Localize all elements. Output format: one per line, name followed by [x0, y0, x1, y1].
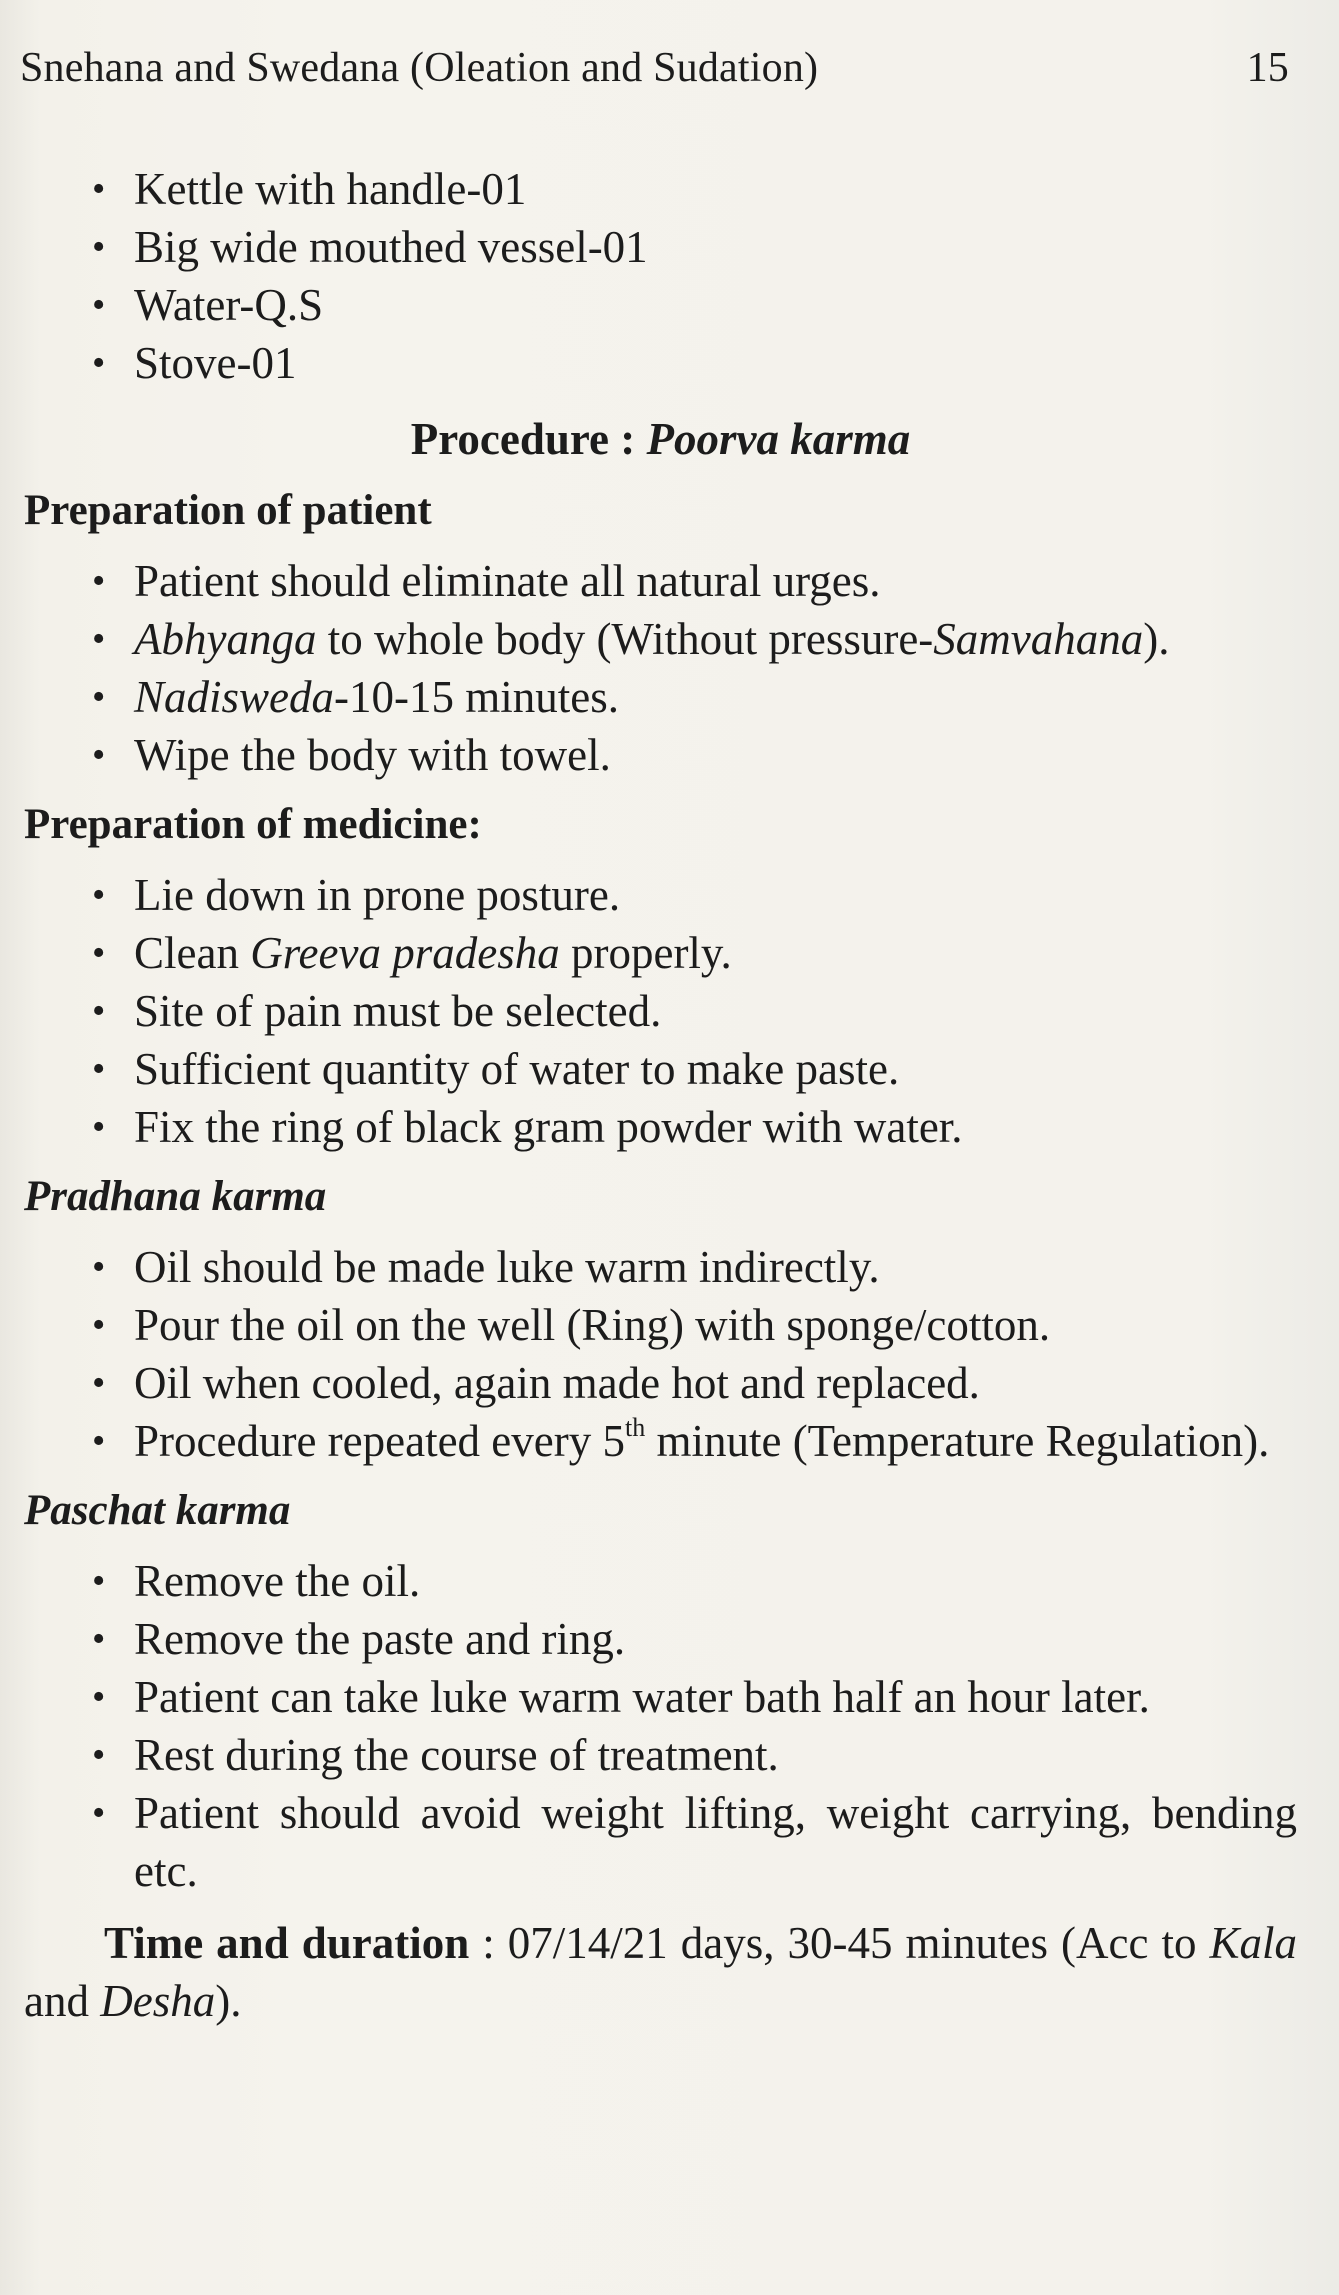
preparation-medicine-heading: Preparation of medicine: [24, 801, 482, 848]
item-text: -10-15 minutes. [334, 672, 619, 722]
list-item [24, 610, 1297, 668]
list-item [24, 1412, 1297, 1470]
list-item: • Water-Q.S [24, 276, 1297, 334]
list-item: • Sufficient quantity of water to make paste. [24, 1040, 1297, 1098]
nadisweda-term: Nadisweda [134, 672, 335, 722]
page-content [24, 160, 1297, 2030]
list-item: • Wipe the body with towel. [24, 726, 1297, 784]
time-text: ). [215, 1976, 242, 2026]
kala-term: Kala [1209, 1918, 1298, 1968]
list-item: • Patient should eliminate all natural urges. [24, 552, 1297, 610]
list-item: • Oil should be made luke warm indirectly. [24, 1238, 1297, 1296]
list-item: • Pour the oil on the well (Ring) with sponge/cotton. [24, 1296, 1297, 1354]
paschat-karma-heading: Paschat karma [24, 1487, 291, 1534]
pradhana-karma-heading: Pradhana karma [24, 1173, 327, 1220]
paschat-karma-list [24, 1552, 1297, 1900]
preparation-patient-heading: Preparation of patient [24, 487, 432, 534]
time-and-duration [24, 1914, 1297, 2030]
chapter-title: Snehana and Swedana (Oleation and Sudation) [20, 45, 819, 91]
item-text: to whole body (Without pressure- [316, 614, 934, 664]
list-item [24, 924, 1297, 982]
list-item: • Fix the ring of black gram powder with water. [24, 1098, 1297, 1156]
item-text: Clean [134, 928, 251, 978]
list-item: • Site of pain must be selected. [24, 982, 1297, 1040]
item-text: minute (Temperature Regulation). [645, 1416, 1270, 1466]
time-text: and [24, 1976, 101, 2026]
ordinal-suffix: th [624, 1413, 646, 1442]
procedure-label: Procedure : [410, 414, 647, 464]
procedure-heading [24, 410, 1297, 468]
page-number: 15 [1246, 45, 1289, 91]
poorva-karma-label: Poorva karma [646, 414, 911, 464]
list-item: • Big wide mouthed vessel-01 [24, 218, 1297, 276]
list-item: • Remove the oil. [24, 1552, 1297, 1610]
greeva-pradesha-term: Greeva pradesha [250, 928, 560, 978]
time-label: Time and duration [104, 1918, 470, 1968]
list-item: • Stove-01 [24, 334, 1297, 392]
preparation-medicine-list [24, 866, 1297, 1156]
list-item: • Patient can take luke warm water bath half an hour later. [24, 1668, 1297, 1726]
time-text: : 07/14/21 days, 30-45 minutes (Acc to [469, 1918, 1210, 1968]
list-item: • Patient should avoid weight lifting, weight carrying, bending etc. [24, 1784, 1297, 1900]
list-item: • Lie down in prone posture. [24, 866, 1297, 924]
list-item: • Remove the paste and ring. [24, 1610, 1297, 1668]
samvahana-term: Samvahana [933, 614, 1144, 664]
item-text: properly. [559, 928, 732, 978]
list-item: • Kettle with handle-01 [24, 160, 1297, 218]
list-item: • Oil when cooled, again made hot and replaced. [24, 1354, 1297, 1412]
abhyanga-term: Abhyanga [134, 614, 317, 664]
desha-term: Desha [100, 1976, 216, 2026]
item-text: Procedure repeated every 5 [134, 1416, 625, 1466]
item-text: ). [1143, 614, 1170, 664]
pradhana-karma-list [24, 1238, 1297, 1470]
running-header [20, 44, 1289, 104]
list-item: • Rest during the course of treatment. [24, 1726, 1297, 1784]
preparation-patient-list [24, 552, 1297, 784]
list-item [24, 668, 1297, 726]
materials-list [24, 160, 1297, 392]
